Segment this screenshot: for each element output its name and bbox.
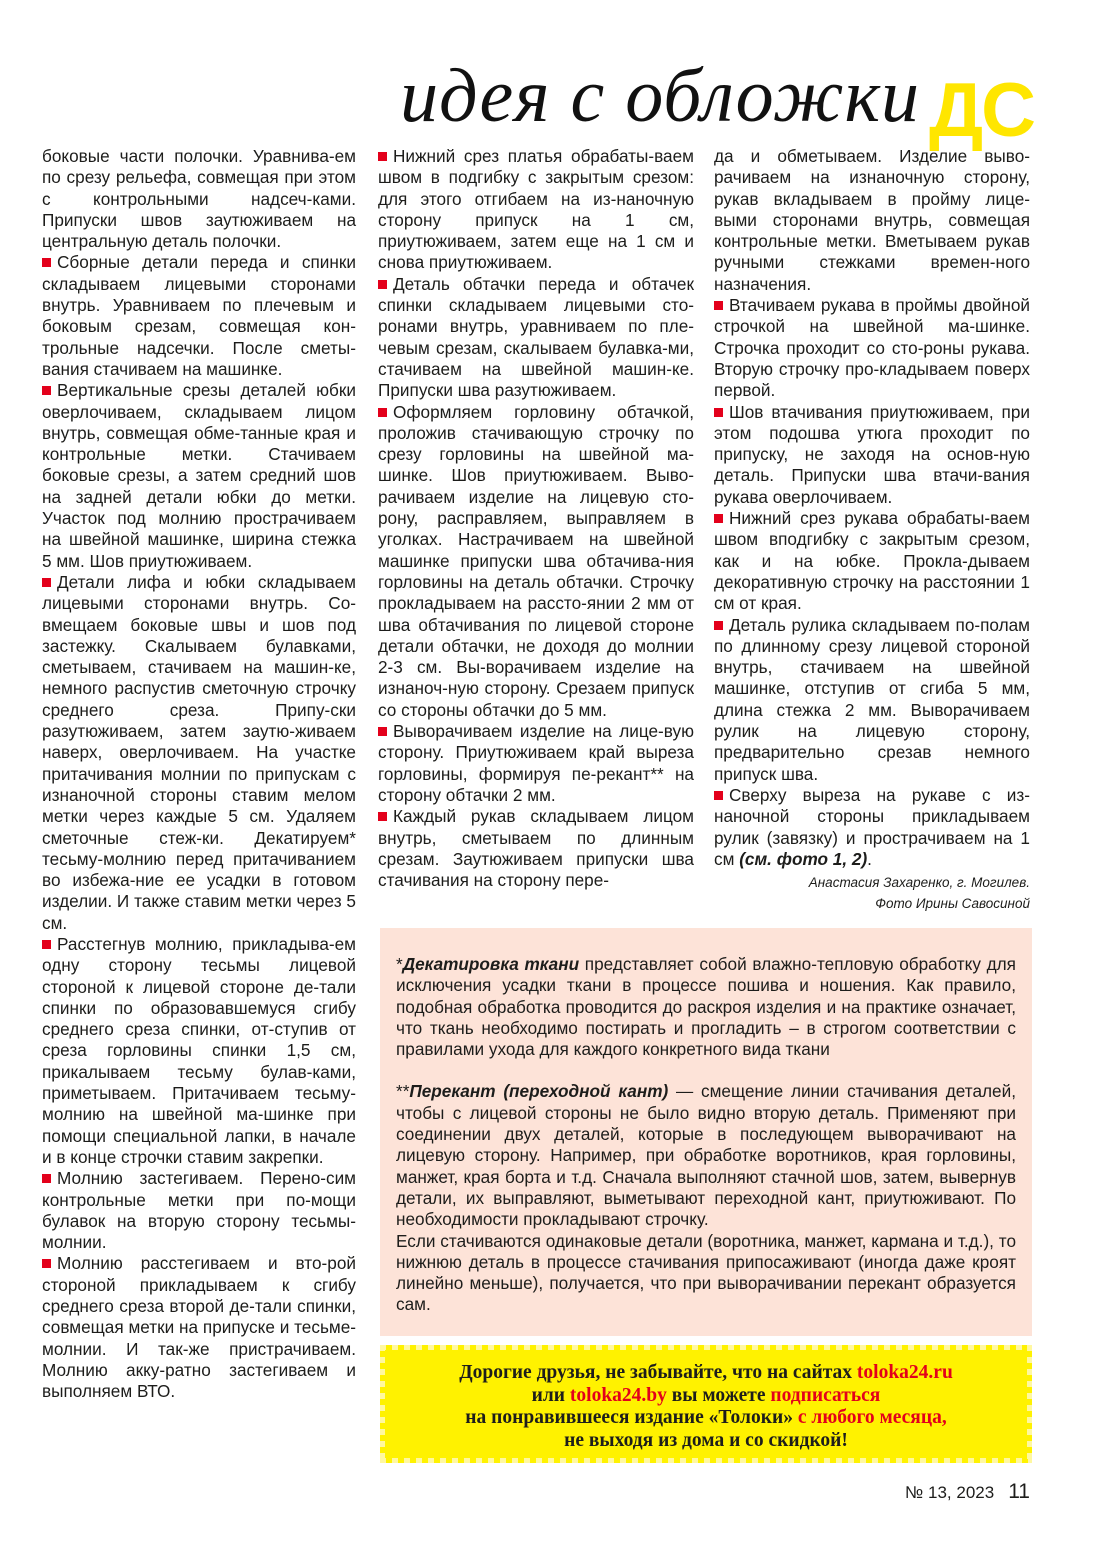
photo-credit: Фото Ирины Савосиной [875, 896, 1030, 911]
bullet-square-icon [42, 1259, 51, 1268]
bullet-square-icon [42, 1174, 51, 1183]
term-decatizing: Декатировка ткани [402, 954, 580, 974]
bullet-square-icon [714, 408, 723, 417]
paragraph: Оформляем горловину обтачкой, проложив стачивающую строчку по срезу горловины на швейной ма-шинке. Шов приутюживаем. Выво-рачиваем изделие на лицевую сто-рону, расправляем, выправляем в уголках. Настрачиваем на швейной машинке припуски шва обтачива-ния горловины на деталь обтачки. Строчку прокладываем на рассто-янии 2 мм от шва обтачивания по лицевой стороне детали обтачки, не доходя до молнии 2-3 см. Вы-ворачиваем изделие на изнаноч-ную сторону. Срезаем припуск со стороны обтачки до 5 мм. [378, 401, 694, 720]
paragraph: Каждый рукав складываем лицом внутрь, сметываем по длинным срезам. Заутюживаем припуски шва стачивания на сторону пере- [378, 806, 694, 891]
magazine-badge: ДС [928, 68, 1034, 153]
page-footer [905, 1480, 1030, 1504]
column-right [714, 146, 1030, 870]
paragraph: Молнию застегиваем. Перено-сим контрольные метки при по-мощи булавок на вторую сторону тесьмы-молнии. [42, 1168, 356, 1253]
site-link-by[interactable]: toloka24.by [569, 1384, 667, 1406]
footnote-decatizing: *Декатировка ткани представляет собой влажно-тепловую обработку для исключения усадки ткани в процессе пошива и ношения. Как правило, подобная обработка проводится до раскроя изделия и на практике означает, что ткань необходимо постирать и прогладить – в строгом соответствии с правилами ухода для каждого конкретного вида ткани [396, 954, 1016, 1060]
paragraph: Сверху выреза на рукаве с из-наночной стороны прикладываем рулик (завязку) и прострачиваем на 1 см (см. фото 1, 2). [714, 784, 1030, 869]
bullet-square-icon [714, 791, 723, 800]
promo-line-2: или toloka24.by вы можете подписаться [531, 1384, 881, 1406]
footnotes-box [380, 928, 1032, 1336]
paragraph: да и обметываем. Изделие выво-рачиваем на изнаночную сторону, рукав вкладываем в пройму лице-выми сторонами внутрь, совмещая контрольные метки. Вметываем рукав ручными стежками времен-ного назначения. [714, 146, 1030, 294]
paragraph: Деталь обтачки переда и обтачек спинки складываем лицевыми сто-ронами внутрь, уравниваем по пле-чевым срезам, скалываем булавка-ми, стачиваем на швейной машин-ке. Припуски шва разутюживаем. [378, 273, 694, 401]
paragraph: Детали лифа и юбки складываем лицевыми сторонами внутрь. Со-вмещаем боковые швы и шов под застежку. Скалываем булавками, сметываем, стачиваем на машин-ке, немного распустив сметочную строчку среднего среза. Припу-ски разутюживаем, затем заутю-живаем наверх, оверлочиваем. На участке притачивания молнии по припускам с изнаночной стороны ставим мелом метки через каждые 5 см. Удаляем сметочные стеж-ки. Декатируем* тесьму-молнию перед притачиванием во избежа-ние ее усадки в готовом изделии. И также ставим метки через 5 см. [42, 571, 356, 933]
bullet-square-icon [714, 621, 723, 630]
section-title: идея с обложки [400, 54, 920, 138]
promo-line-3: на понравившееся издание «Толоки» с любого месяца, [465, 1407, 947, 1428]
section-header [400, 40, 1040, 153]
bullet-square-icon [378, 152, 387, 161]
paragraph: Расстегнув молнию, прикладыва-ем одну сторону тесьмы лицевой стороной к лицевой стороне де-тали спинки по образовавшемуся сгибу среднего среза спинки, от-ступив от среза горловины спинки 1,5 см, прикалываем тесьму булав-ками, приметываем. Притачиваем тесьму-молнию на швейной ма-шинке при помощи специальной лапки, в начале и в конце строчки ставим закрепки. [42, 933, 356, 1167]
bullet-square-icon [378, 408, 387, 417]
bullet-square-icon [42, 940, 51, 949]
bullet-square-icon [42, 258, 51, 267]
paragraph: Молнию расстегиваем и вто-рой стороной прикладываем к сгибу среднего среза второй де-тали спинки, совмещая метки на припуске и тесьме-молнии. И так-же пристрачиваем. Молнию акку-ратно застегиваем и выполняем ВТО. [42, 1253, 356, 1402]
promo-line-1: Дорогие друзья, не забывайте, что на сайтах toloka24.ru [459, 1362, 953, 1383]
paragraph: Нижний срез платья обрабаты-ваем швом в подгибку с закрытым срезом: для этого отгибаем на из-наночную сторону припуск на 1 см, приутюживаем, затем еще на 1 см и снова приутюживаем. [378, 146, 694, 273]
footnote-perekant-extra: Если стачиваются одинаковые детали (воротника, манжет, кармана и т.д.), то нижнюю деталь в процессе стачивания припосаживают (иногда даже кроят линейно меньше), получается, что при выворачивании перекант образуется сам. [396, 1230, 1016, 1315]
bullet-square-icon [42, 386, 51, 395]
bullet-square-icon [42, 578, 51, 587]
site-link-ru[interactable]: toloka24.ru [856, 1362, 953, 1383]
bullet-square-icon [378, 812, 387, 821]
promo-line-4: не выходя из дома и со скидкой! [564, 1429, 848, 1451]
bullet-square-icon [378, 280, 387, 289]
paragraph: Деталь рулика складываем по-полам по длинному срезу лицевой стороной внутрь, стачиваем на швейной машинке, отступив от сгиба 5 мм, длина стежка 2 мм. Выворачиваем рулик на лицевую сторону, предварительно срезав немного припуск шва. [714, 614, 1030, 784]
page-number: 11 [1008, 1480, 1030, 1503]
paragraph: Втачиваем рукава в проймы двойной строчкой на швейной ма-шинке. Строчка проходит со сто-роны рукава. Вторую строчку про-кладываем поверх первой. [714, 295, 1030, 401]
issue-number: № 13, 2023 [905, 1483, 995, 1502]
bullet-square-icon [378, 727, 387, 736]
column-left [42, 146, 356, 1403]
paragraph: Вертикальные срезы деталей юбки оверлочиваем, складываем лицом внутрь, совмещая обме-танные края и контрольные метки. Стачиваем боковые срезы, а затем средний шов на задней детали юбки до метки. Участок под молнию прострачиваем на швейной машинке, ширина стежка 5 мм. Шов приутюживаем. [42, 380, 356, 571]
paragraph: Выворачиваем изделие на лице-вую сторону. Приутюживаем край выреза горловины, формируя пе-рекант** на сторону обтачки 2 мм. [378, 721, 694, 805]
paragraph: Сборные детали переда и спинки складываем лицевыми сторонами внутрь. Уравниваем по плечевым и боковым срезам, совмещая кон-трольные надсечки. После сметы-вания стачиваем на машинке. [42, 252, 356, 379]
author-credit: Анастасия Захаренко, г. Могилев. [808, 875, 1030, 890]
paragraph: Шов втачивания приутюживаем, при этом подошва утюга проходит по припуску, не заходя на основ-ную деталь. Припуски шва втачи-вания рукава оверлочиваем. [714, 401, 1030, 507]
paragraph: Нижний срез рукава обрабаты-ваем швом вподгибку с закрытым срезом, как и на юбке. Прокла-дываем декоративную строчку на расстоянии 1 см от края. [714, 508, 1030, 614]
bullet-square-icon [714, 301, 723, 310]
credits [809, 872, 1030, 914]
column-middle [378, 146, 694, 891]
paragraph: боковые части полочки. Уравнива-ем по срезу рельефа, совмещая при этом с контрольными надсеч-ками. Припуски швов заутюживаем на центральную деталь полочки. [42, 146, 356, 252]
term-perekant: Перекант (переходной кант) [409, 1081, 669, 1102]
bullet-square-icon [714, 514, 723, 523]
subscription-promo [380, 1345, 1032, 1463]
footnote-perekant: **Перекант (переходной кант) — смещение линии стачивания деталей, чтобы с лицевой стороны не было видно вторую деталь. Применяют при соединении двух деталей, которые в последующем выворачивают на лицевую сторону. Например, при обработке воротников, края горловины, манжет, края борта и т.д. Сначала выполняют стачной шов, затем, вывернув детали, их выправляют, выметывают переходной кант, приутюживают. По необходимости прокладывают строчку. [396, 1081, 1016, 1230]
